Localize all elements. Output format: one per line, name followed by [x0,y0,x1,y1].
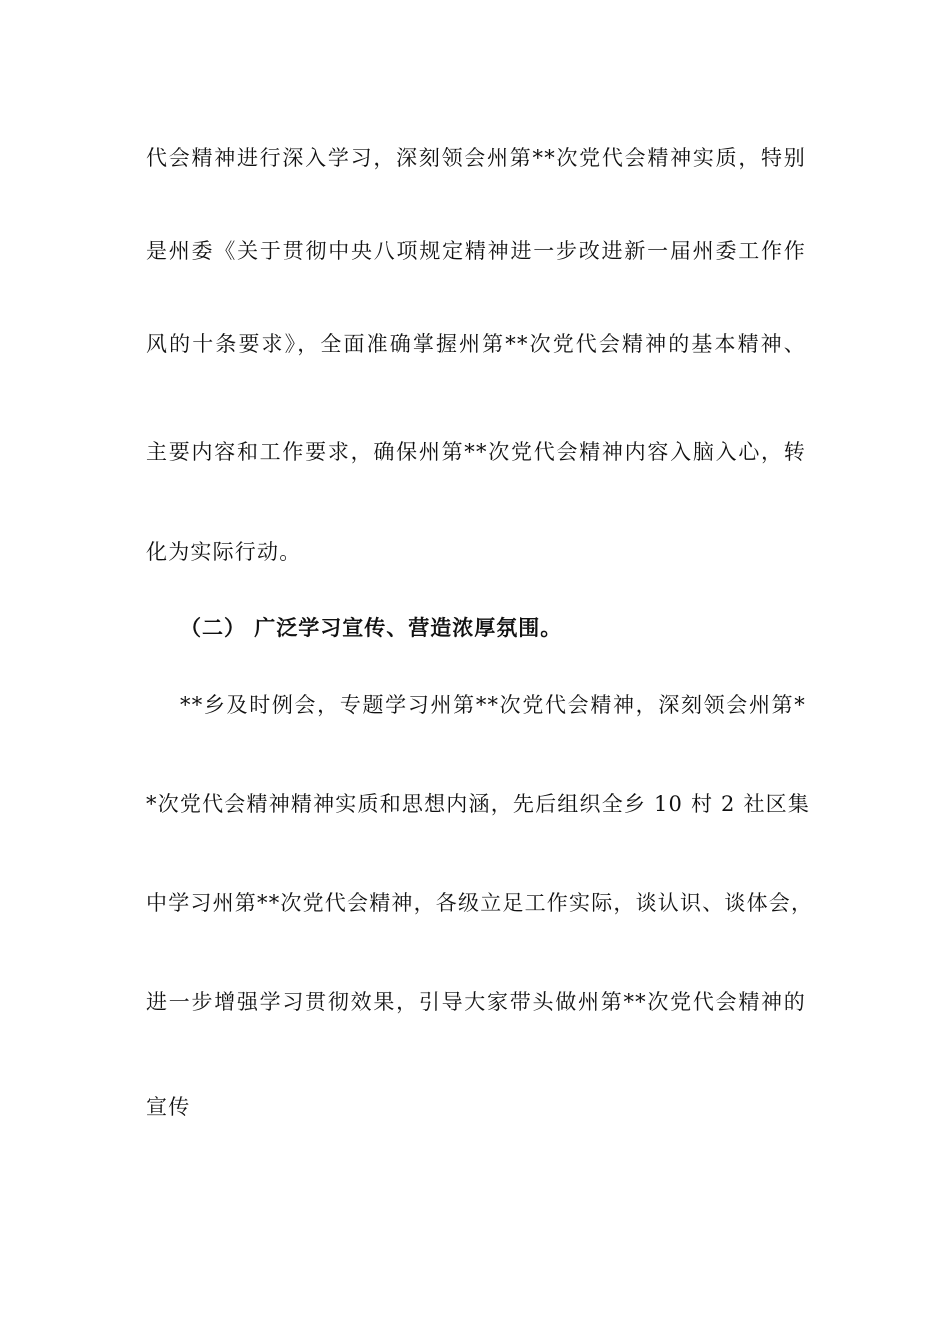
paragraph-2-line-3: 中学习州第**次党代会精神，各级立足工作实际，谈认识、谈体会， [146,891,814,915]
paragraph-1-line-5: 化为实际行动。 [146,540,302,564]
section-2-heading: （二） 广泛学习宣传、营造浓厚氛围。 [180,615,563,640]
paragraph-2-line-4: 进一步增强学习贯彻效果，引导大家带头做州第**次党代会精神的 [146,990,806,1014]
paragraph-1-line-3: 风的十条要求》，全面准确掌握州第**次党代会精神的基本精神、 [146,332,806,356]
paragraph-1-line-4: 主要内容和工作要求，确保州第**次党代会精神内容入脑入心，转 [146,440,806,464]
paragraph-2-line-5: 宣传 [146,1095,191,1119]
paragraph-2-line-2: *次党代会精神精神实质和思想内涵，先后组织全乡 10 村 2 社区集 [146,792,811,816]
paragraph-1-line-2: 是州委《关于贯彻中央八项规定精神进一步改进新一届州委工作作 [146,239,806,263]
paragraph-1-line-1: 代会精神进行深入学习，深刻领会州第**次党代会精神实质，特别 [146,146,806,170]
paragraph-2-line-1: **乡及时例会，专题学习州第**次党代会精神，深刻领会州第* [180,693,806,717]
